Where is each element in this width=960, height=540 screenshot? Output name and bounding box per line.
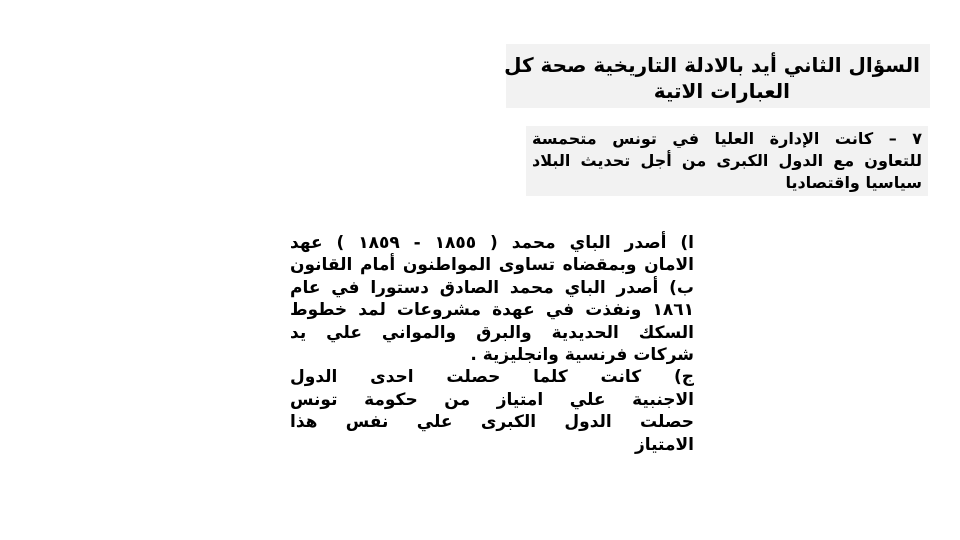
answer-line-3: ب) أصدر الباي محمد الصادق دستورا في عام <box>290 277 694 298</box>
answer-line-5: السكك الحديدية والبرق والمواني علي يد <box>290 322 694 343</box>
answer-line-1: ا) أصدر الباي محمد ( ١٨٥٥ - ١٨٥٩ ) عهد <box>290 233 694 253</box>
answer-line-2: الامان وبمقضاه تساوى المواطنون أمام القانون <box>290 255 694 276</box>
answer-line-7: ج) كانت كلما حصلت احدى الدول <box>290 367 694 388</box>
question-heading-line-2: العبارات الاتية <box>653 79 790 103</box>
statement-line-2: للتعاون مع الدول الكبرى من أجل تحديث البلاد <box>532 151 922 170</box>
question-heading-box <box>506 44 930 108</box>
statement-line-3: سياسيا واقتصاديا <box>785 173 922 192</box>
statement-box <box>526 126 928 196</box>
answer-line-6: شركات فرنسية وانجليزية . <box>470 345 694 366</box>
answer-line-9: حصلت الدول الكبرى علي نفس هذا <box>290 412 694 433</box>
answers-block <box>290 232 694 456</box>
question-heading-line-1: السؤال الثاني أيد بالادلة التاريخية صحة كل <box>504 53 920 77</box>
answer-line-4: ١٨٦١ ونفذت في عهدة مشروعات لمد خطوط <box>290 300 694 321</box>
answer-line-10: الامتياز <box>634 434 694 455</box>
answer-line-8: الاجنبية علي امتياز من حكومة تونس <box>290 389 694 410</box>
statement-line-1: ٧ – كانت الإدارة العليا في تونس متحمسة <box>532 129 922 148</box>
